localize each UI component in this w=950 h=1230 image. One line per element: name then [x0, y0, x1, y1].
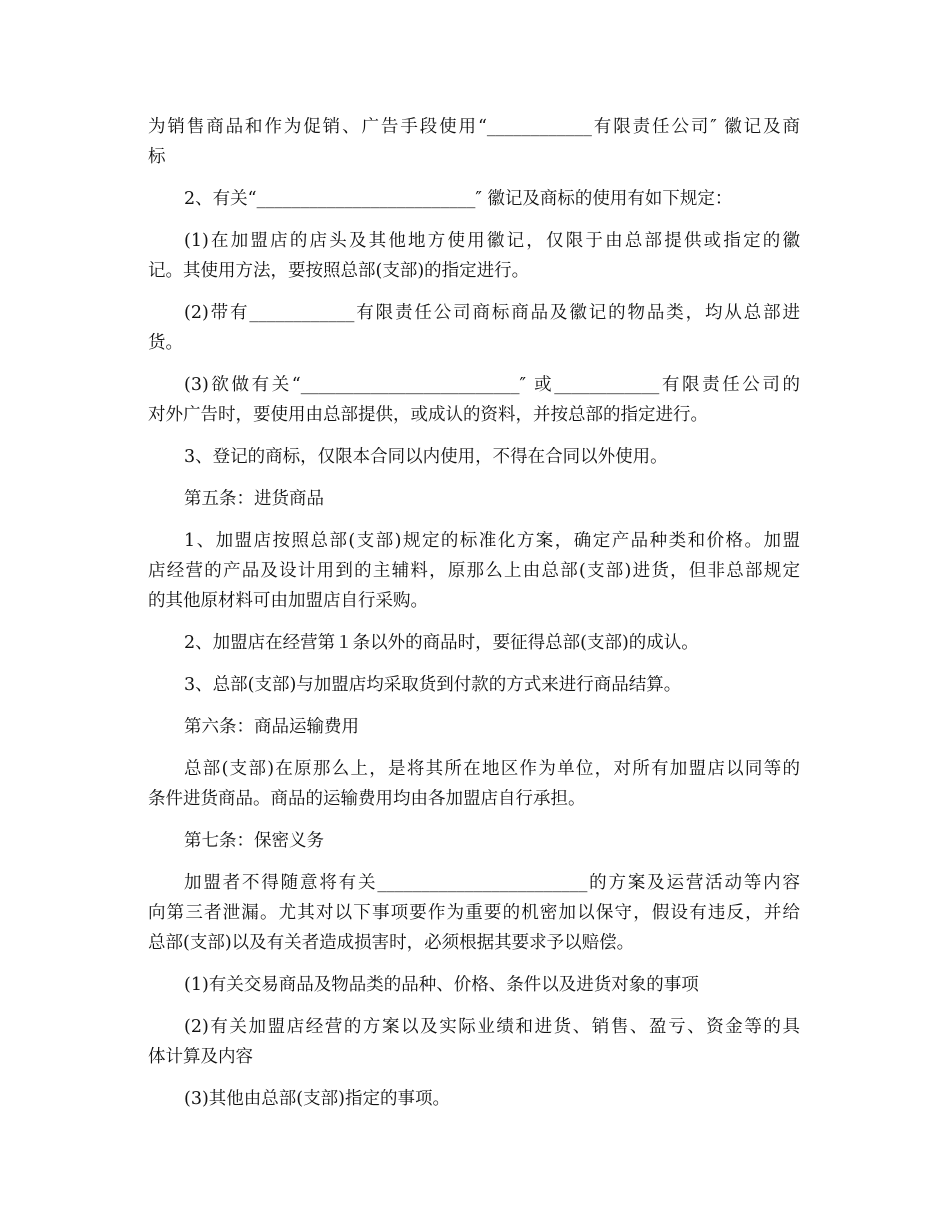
paragraph-p17 [148, 1084, 800, 1114]
paragraph-p12 [148, 754, 800, 814]
text-line: 2、加盟店在经营第１条以外的商品时，要征得总部(支部)的成认。 [184, 633, 699, 653]
paragraph-gap [148, 214, 800, 226]
text-line: 店经营的产品及设计用到的主辅料，原那么上由总部(支部)进货，但非总部规定 [148, 561, 800, 581]
paragraph-gap [148, 742, 800, 754]
paragraph-p7 [148, 484, 800, 514]
paragraph-p8 [148, 526, 800, 616]
text-line: 总部(支部)在原那么上，是将其所在地区作为单位，对所有加盟店以同等的 [184, 759, 800, 779]
text-line: 2、有关“_________________________″ 徽记及商标的使用有如下规定： [184, 189, 733, 209]
paragraph-p14 [148, 868, 800, 958]
text-line: 为销售商品和作为促销、广告手段使用“____________有限责任公司″ 徽记及商 [148, 117, 800, 137]
text-line: 条件进货商品。商品的运输费用均由各加盟店自行承担。 [148, 789, 586, 809]
text-line: (2)有关加盟店经营的方案以及实际业绩和进货、销售、盈亏、资金等的具 [184, 1017, 800, 1037]
paragraph-gap [148, 814, 800, 826]
paragraph-gap [148, 358, 800, 370]
paragraph-p9 [148, 628, 800, 658]
paragraph-p1 [148, 112, 800, 172]
paragraph-gap [148, 514, 800, 526]
text-line: 第五条：进货商品 [184, 489, 324, 509]
paragraph-gap [148, 1072, 800, 1084]
paragraph-gap [148, 700, 800, 712]
text-line: 标 [148, 147, 166, 167]
paragraph-p5 [148, 370, 800, 430]
text-line: 对外广告时，要使用由总部提供，或成认的资料，并按总部的指定进行。 [148, 405, 708, 425]
text-line: 第六条：商品运输费用 [184, 717, 359, 737]
paragraph-p16 [148, 1012, 800, 1072]
text-line: (3)欲做有关“_________________________″ 或____________有限责任公司的 [184, 375, 800, 395]
paragraph-p10 [148, 670, 800, 700]
paragraph-gap [148, 430, 800, 442]
paragraph-gap [148, 958, 800, 970]
text-line: 记。其使用方法，要按照总部(支部)的指定进行。 [148, 261, 530, 281]
text-line: 的其他原材料可由加盟店自行采购。 [148, 591, 428, 611]
text-line: 货。 [148, 333, 183, 353]
paragraph-p6 [148, 442, 800, 472]
paragraph-gap [148, 172, 800, 184]
paragraph-gap [148, 856, 800, 868]
paragraph-gap [148, 658, 800, 670]
paragraph-gap [148, 1000, 800, 1012]
paragraph-p15 [148, 970, 800, 1000]
paragraph-p13 [148, 826, 800, 856]
text-line: 3、总部(支部)与加盟店均采取货到付款的方式来进行商品结算。 [184, 675, 682, 695]
document-body [148, 112, 800, 1114]
text-line: 加盟者不得随意将有关________________________的方案及运营活动等内容 [184, 873, 800, 893]
text-line: (1)有关交易商品及物品类的品种、价格、条件以及进货对象的事项 [184, 975, 699, 995]
text-line: (3)其他由总部(支部)指定的事项。 [184, 1089, 450, 1109]
text-line: 第七条：保密义务 [184, 831, 324, 851]
paragraph-p4 [148, 298, 800, 358]
paragraph-gap [148, 616, 800, 628]
paragraph-gap [148, 286, 800, 298]
text-line: 向第三者泄漏。尤其对以下事项要作为重要的机密加以保守，假设有违反，并给 [148, 903, 800, 923]
text-line: 1、加盟店按照总部(支部)规定的标准化方案，确定产品种类和价格。加盟 [184, 531, 800, 551]
text-line: 体计算及内容 [148, 1047, 253, 1067]
paragraph-gap [148, 472, 800, 484]
text-line: (2)带有____________有限责任公司商标商品及徽记的物品类，均从总部进 [184, 303, 800, 323]
paragraph-p11 [148, 712, 800, 742]
paragraph-p3 [148, 226, 800, 286]
paragraph-p2 [148, 184, 800, 214]
text-line: (1)在加盟店的店头及其他地方使用徽记，仅限于由总部提供或指定的徽 [184, 231, 800, 251]
text-line: 总部(支部)以及有关者造成损害时，必须根据其要求予以赔偿。 [148, 933, 635, 953]
text-line: 3、登记的商标，仅限本合同以内使用，不得在合同以外使用。 [184, 447, 668, 467]
